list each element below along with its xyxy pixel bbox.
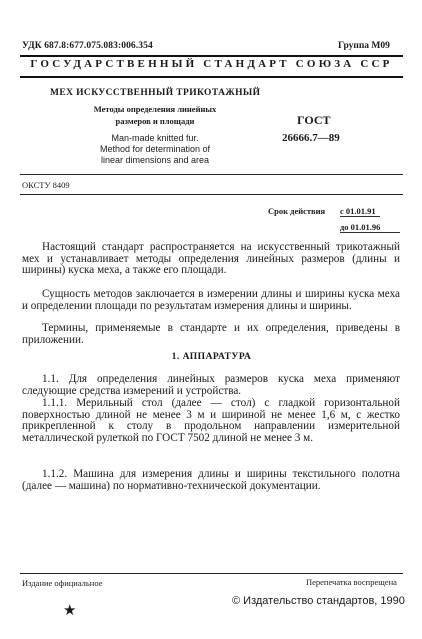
validity-to: до 01.01.96 — [340, 222, 400, 233]
clause-1-1-1: 1.1.1. Мерильный стол (далее — стол) с гладкой горизонтальной поверхностью длиной не менее 3 м и шириной не менее 1,6 м, с жестко прикрепленной к столу в продольном направлении измерительной металлической рулеткой по ГОСТ 7502 длиной не менее 3 м. — [22, 397, 400, 444]
official-edition: Издание официальное — [22, 578, 103, 588]
validity-from: с 01.01.91 — [340, 206, 380, 217]
clause-1-1: 1.1. Для определения линейных размеров куска меха применяют следующие средства измерений и устройства. — [22, 373, 400, 397]
validity-block — [268, 206, 414, 233]
subtitle-line-2: размеров и площади — [115, 116, 195, 126]
udk-code: УДК 687.8:677.075.083:006.354 — [22, 41, 153, 51]
standard-title: ГОСУДАРСТВЕННЫЙ СТАНДАРТ СОЮЗА ССР — [30, 58, 393, 70]
intro-paragraph-2: Сущность методов заключается в измерении длины и ширины куска меха и определении площади по результатам измерения длины и ширины. — [22, 288, 400, 312]
top-rule — [20, 55, 403, 57]
okstu-rule — [20, 174, 403, 175]
intro-paragraph-1: Настоящий стандарт распространяется на искусственный трикотажный мех и устанавливает методы определения линейных размеров (длины и ширины) куска меха, а также его площади. — [22, 241, 400, 277]
section-heading: 1. АППАРАТУРА — [171, 352, 252, 362]
okstu-code: ОКСТУ 8409 — [22, 180, 70, 190]
gost-label: ГОСТ — [297, 113, 331, 127]
title-rule — [20, 76, 403, 78]
copyright: © Издательство стандартов, 1990 — [232, 595, 405, 607]
clause-1-1-2: 1.1.2. Машина для измерения длины и ширины текстильного полотна (далее — машина) по нормативно-технической документации. — [22, 468, 400, 492]
okstu-bottom-rule — [20, 194, 403, 195]
en-title-line-1: Man-made knitted fur. — [111, 133, 199, 143]
footer-rule — [20, 573, 403, 574]
subtitle-line-1: Методы определения линейных — [93, 104, 217, 114]
gost-number: 26666.7—89 — [282, 132, 340, 144]
document-title-ru: МЕХ ИСКУССТВЕННЫЙ ТРИКОТАЖНЫЙ — [50, 88, 261, 98]
intro-paragraph-3: Термины, применяемые в стандарте и их определения, приведены в приложении. — [22, 322, 400, 346]
reprint-notice: Перепечатка воспрещена — [306, 577, 397, 587]
document-title-en — [50, 133, 260, 166]
star-icon: ★ — [63, 603, 77, 619]
validity-label: Срок действия — [268, 206, 326, 216]
group-code: Группа М09 — [338, 41, 390, 51]
document-subtitle-ru — [50, 103, 260, 127]
en-title-line-3: linear dimensions and area — [100, 155, 210, 165]
en-title-line-2: Method for determination of — [99, 144, 211, 154]
